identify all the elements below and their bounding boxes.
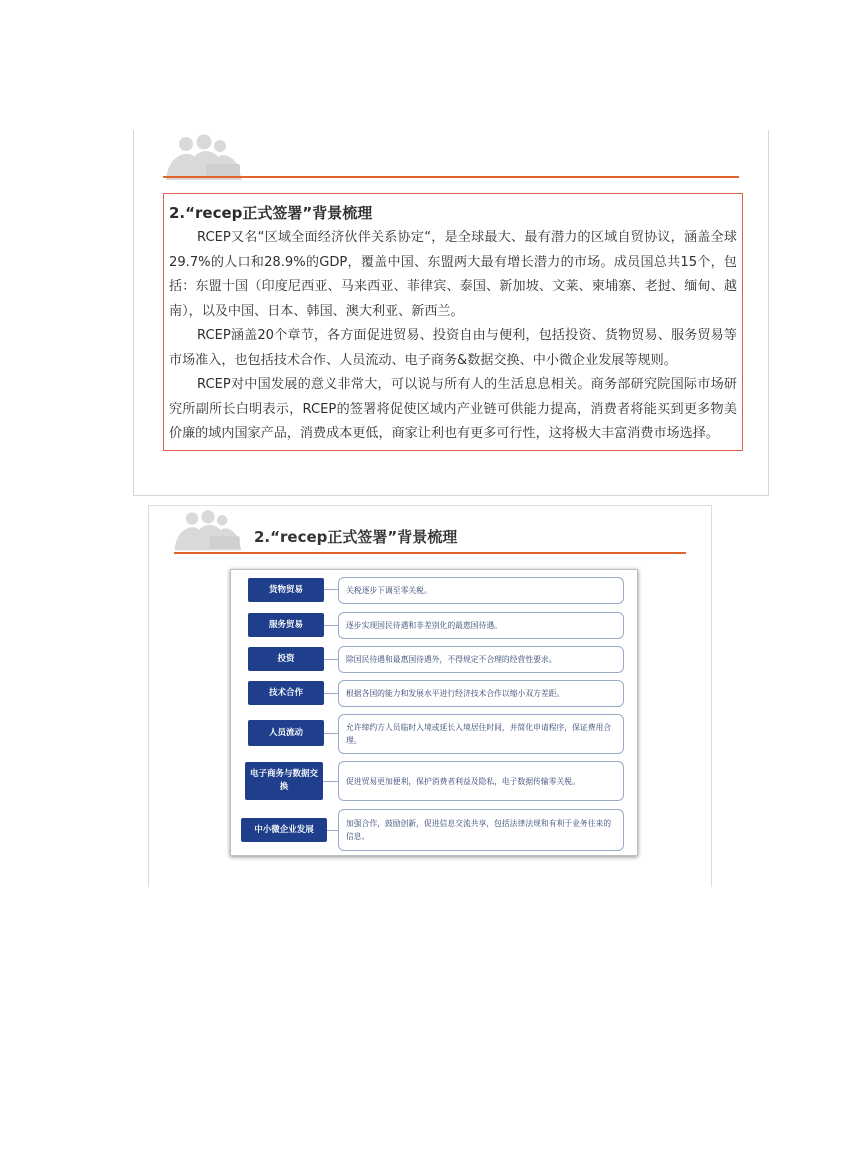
rule-label: 人员流动 <box>248 720 324 746</box>
rule-description: 加强合作，鼓励创新，促进信息交流共享，包括法律法规和有利于业务往来的信息。 <box>338 809 624 851</box>
rule-description: 除国民待遇和最惠国待遇外，不得规定不合理的经营性要求。 <box>338 646 624 673</box>
paragraph-intro: RCEP又名“区域全面经济伙伴关系协定“，是全球最大、最有潜力的区域自贸协议，涵盖全球29.7%的人口和28.9%的GDP，覆盖中国、东盟两大最有增长潜力的市场。成员国总共15个，包括：东盟十国（印度尼西亚、马来西亚、菲律宾、泰国、新加坡、文莱、柬埔寨、老挝、缅甸、越南），以及中国、日本、韩国、澳大利亚、新西兰。 <box>169 230 737 319</box>
rule-description: 促进贸易更加便利，保护消费者利益及隐私，电子数据传输零关税。 <box>338 761 624 801</box>
business-people-icon <box>162 134 246 180</box>
rule-description: 允许缔约方人员临时入境或延长入境居住时间，并简化申请程序，保证费用合理。 <box>338 714 624 754</box>
rule-label: 货物贸易 <box>248 578 324 602</box>
header-divider <box>174 552 686 554</box>
rule-description: 逐步实现国民待遇和非差别化的最惠国待遇。 <box>338 612 624 639</box>
rules-panel <box>230 569 638 856</box>
rule-label: 投资 <box>248 647 324 671</box>
rule-label: 技术合作 <box>248 681 324 705</box>
slide-rcep-rules <box>148 505 712 887</box>
slide-background-text <box>133 130 769 496</box>
rule-label: 中小微企业发展 <box>241 818 327 842</box>
slide-title: 2.“recep正式签署”背景梳理 <box>254 528 458 546</box>
rule-description: 关税逐步下调至零关税。 <box>338 577 624 604</box>
rule-label: 电子商务与数据交换 <box>245 762 323 800</box>
section-title: 2.“recep正式签署”背景梳理 <box>169 204 373 222</box>
paragraph-chapters: RCEP涵盖20个章节，各方面促进贸易、投资自由与便利，包括投资、货物贸易、服务贸易等市场准入，也包括技术合作、人员流动、电子商务&数据交换、中小微企业发展等规则。 <box>169 328 737 368</box>
paragraph-significance: RCEP对中国发展的意义非常大，可以说与所有人的生活息息相关。商务部研究院国际市场研究所副所长白明表示，RCEP的签署将促使区域内产业链可供能力提高，消费者将能买到更多物美价廉的域内国家产品，消费成本更低，商家让利也有更多可行性，这将极大丰富消费市场选择。 <box>169 377 737 441</box>
business-people-icon <box>171 508 245 552</box>
header-divider <box>163 176 739 178</box>
rule-label: 服务贸易 <box>248 613 324 637</box>
rule-description: 根据各国的能力和发展水平进行经济技术合作以缩小双方差距。 <box>338 680 624 707</box>
background-text-box <box>163 193 743 451</box>
